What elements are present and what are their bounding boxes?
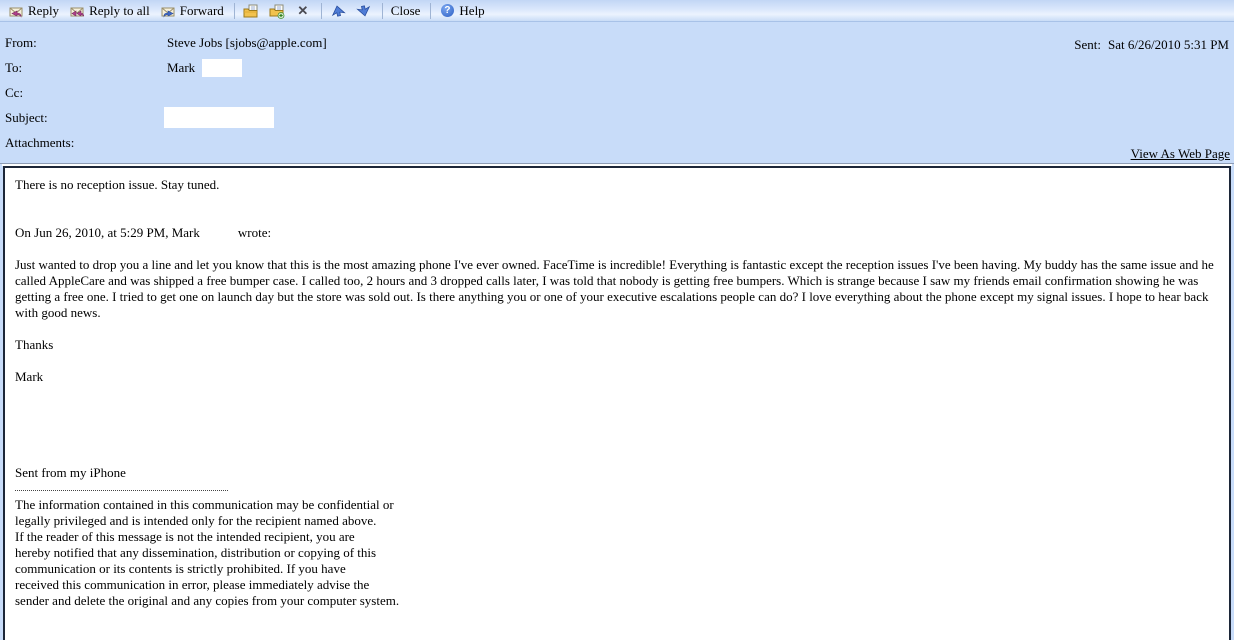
previous-item-button[interactable] xyxy=(326,1,352,21)
disclaimer-line: The information contained in this communication may be confidential or xyxy=(15,497,394,512)
reply-button[interactable] xyxy=(4,1,65,21)
disclaimer-line: sender and delete the original and any copies from your computer system. xyxy=(15,593,400,608)
next-item-button[interactable] xyxy=(352,1,378,21)
move-to-folder-button[interactable] xyxy=(239,1,265,21)
quote-attribution-suffix: wrote: xyxy=(237,225,272,240)
sent-value: Sat 6/26/2010 5:31 PM xyxy=(1108,37,1229,52)
disclaimer-line: legally privileged and is intended only for the recipient named above. xyxy=(15,513,377,528)
to-value: Mark xyxy=(167,60,196,75)
quoted-message: Just wanted to drop you a line and let you know that this is the most amazing phone I've ever owned. FaceTime is incredible! Everything is fantastic except the reception issues I've been having. My buddy has the same issue and he called AppleCare and was shipped a free bumper case. I called too, 2 hours and 3 dropped calls later, I was told that nobody is getting free bumpers. Which is strange because I saw my friends email confirmation showing he was getting a free one. I tried to get one on launch day but the store was sold out. Is there anything you or one of your executive escalations people can do? I love everything about the phone except my signal issues. I hope to hear back with good news. xyxy=(15,257,1214,320)
legal-disclaimer xyxy=(15,497,1219,609)
forward-icon xyxy=(160,3,176,19)
redaction-box xyxy=(202,59,242,77)
toolbar-separator xyxy=(321,3,322,19)
subject-row xyxy=(0,110,1234,135)
reply-icon xyxy=(8,3,24,19)
message-body xyxy=(3,166,1231,640)
from-label: From: xyxy=(5,35,37,50)
from-value: Steve Jobs [sjobs@apple.com] xyxy=(167,35,327,50)
view-as-web-page-link[interactable]: View As Web Page xyxy=(1130,146,1230,161)
subject-label: Subject: xyxy=(5,110,48,125)
next-item-icon xyxy=(356,3,372,19)
sent-label: Sent: xyxy=(1074,37,1101,52)
toolbar-separator xyxy=(234,3,235,19)
signature-dotted-separator xyxy=(15,481,228,491)
quote-attribution-prefix: On Jun 26, 2010, at 5:29 PM, Mark xyxy=(15,225,200,240)
reply-button-label: Reply xyxy=(28,2,60,18)
to-row xyxy=(0,60,1234,85)
attachments-row xyxy=(0,135,1234,160)
copy-to-folder-icon xyxy=(269,3,285,19)
attachments-label: Attachments: xyxy=(5,135,75,150)
previous-item-icon xyxy=(330,3,346,19)
forward-button-label: Forward xyxy=(179,2,224,18)
sent-stamp xyxy=(1074,37,1229,53)
reply-text: There is no reception issue. Stay tuned. xyxy=(15,177,220,192)
toolbar-separator xyxy=(382,3,383,19)
copy-to-folder-button[interactable] xyxy=(265,1,291,21)
delete-button[interactable] xyxy=(291,1,317,21)
help-icon: ? xyxy=(439,3,455,19)
reply-to-all-button[interactable] xyxy=(65,1,156,21)
delete-icon: ✕ xyxy=(297,2,309,18)
toolbar-separator xyxy=(430,3,431,19)
thanks-line: Thanks xyxy=(15,337,54,352)
sender-name-line: Mark xyxy=(15,369,44,384)
sent-from-iphone-line: Sent from my iPhone xyxy=(15,465,126,480)
help-button[interactable] xyxy=(435,1,490,21)
reply-to-all-button-label: Reply to all xyxy=(89,2,150,18)
message-header xyxy=(0,22,1234,164)
forward-button[interactable] xyxy=(156,1,230,21)
disclaimer-line: received this communication in error, please immediately advise the xyxy=(15,577,370,592)
quote-attribution xyxy=(15,225,1219,241)
move-to-folder-icon xyxy=(243,3,259,19)
close-button[interactable] xyxy=(387,1,427,21)
disclaimer-line: hereby notified that any dissemination, distribution or copying of this xyxy=(15,545,377,560)
redaction-box xyxy=(164,107,274,128)
disclaimer-line: If the reader of this message is not the intended recipient, you are xyxy=(15,529,355,544)
to-label: To: xyxy=(5,60,23,75)
disclaimer-line: communication or its contents is strictly prohibited. If you have xyxy=(15,561,346,576)
toolbar xyxy=(0,0,1234,22)
from-row xyxy=(0,35,1234,60)
close-button-label: Close xyxy=(390,2,421,18)
reply-all-icon xyxy=(69,3,85,19)
help-button-label: Help xyxy=(459,2,485,18)
cc-label: Cc: xyxy=(5,85,24,100)
